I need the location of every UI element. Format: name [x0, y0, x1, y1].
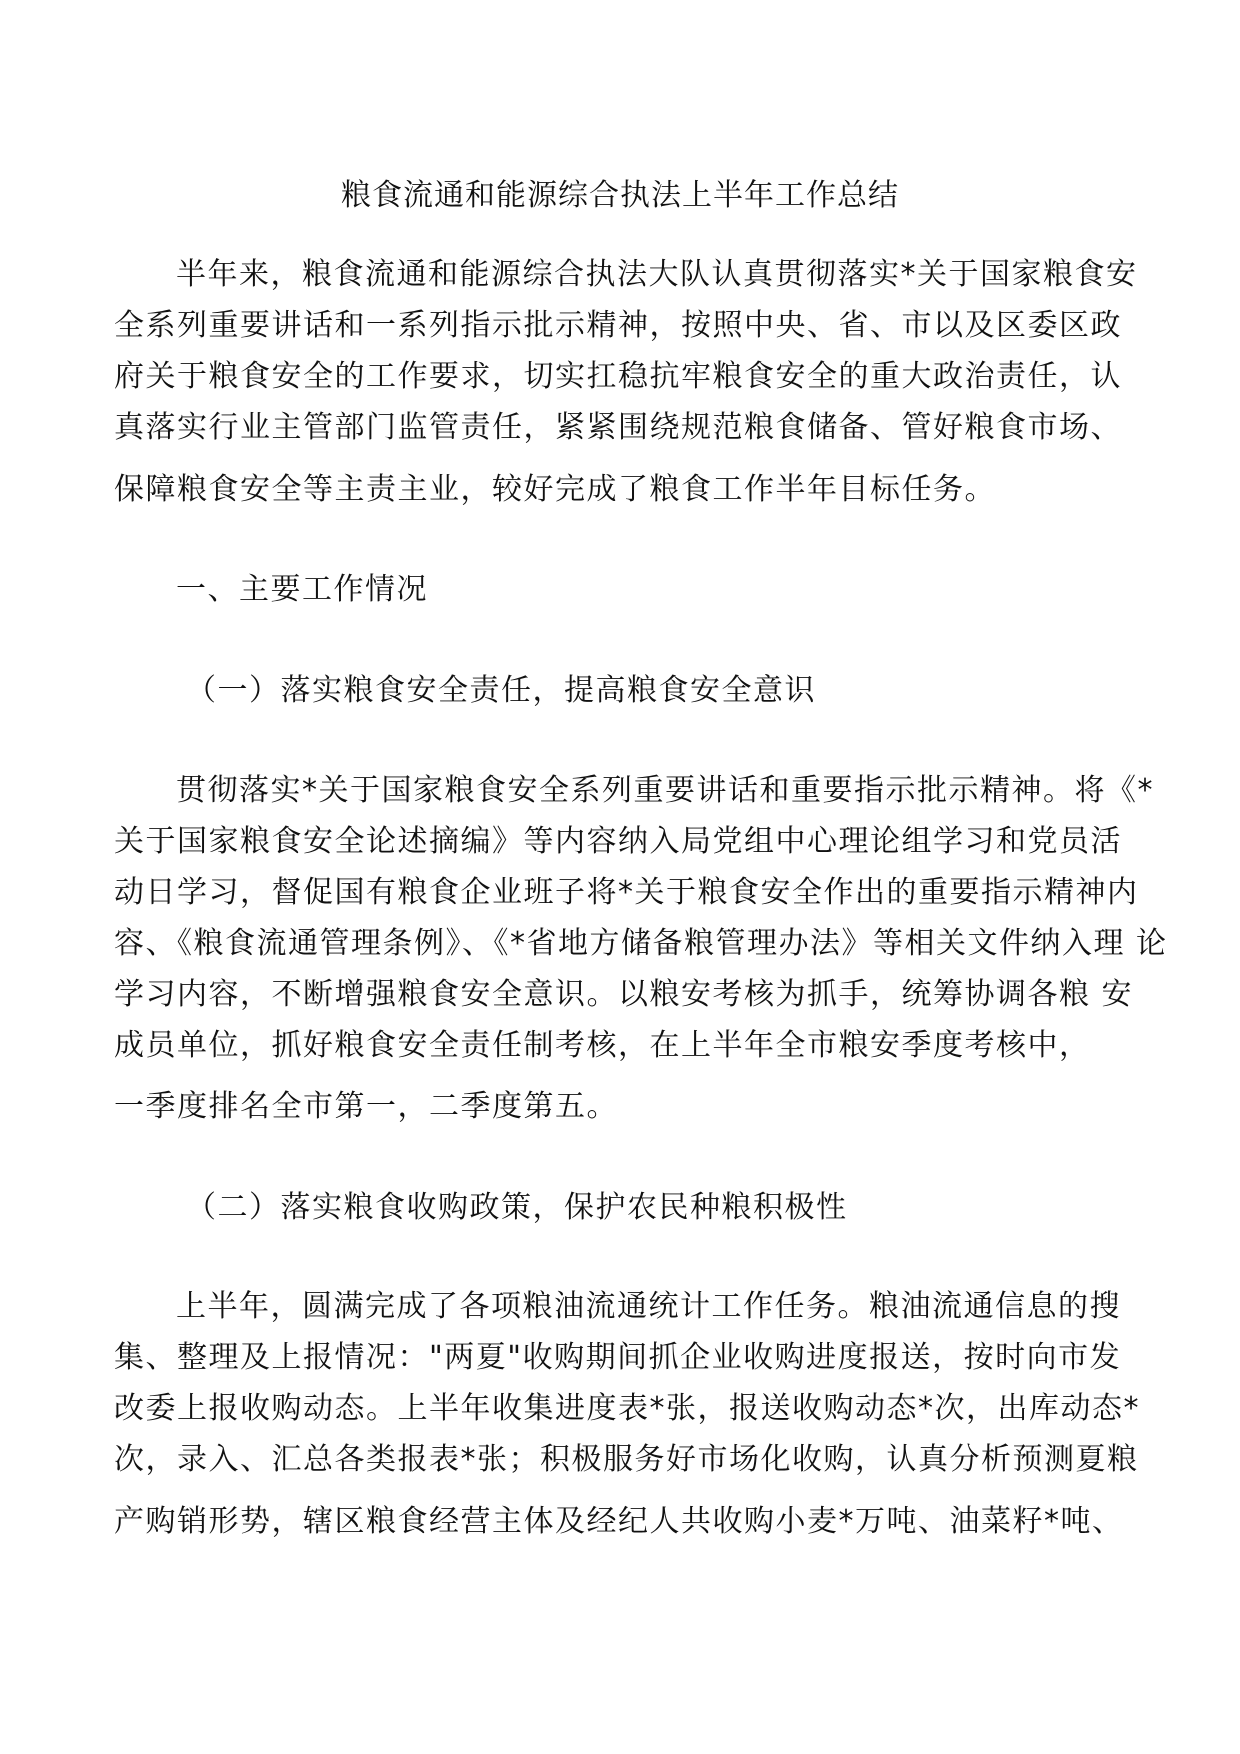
subsection1-line-4: 容、《粮食流通管理条例》、《*省地方储备粮管理办法》等相关文件纳入理 论 [114, 926, 1168, 961]
subsection1-line-3: 动日学习，督促国有粮食企业班子将*关于粮食安全作出的重要指示精神内 [114, 875, 1139, 910]
subsection1-line-1: 贯彻落实*关于国家粮食安全系列重要讲话和重要指示批示精神。将《* [176, 773, 1154, 808]
subsection-heading-2: （二）落实粮食收购政策，保护农民种粮积极性 [186, 1190, 848, 1225]
subsection1-line-6: 成员单位，抓好粮食安全责任制考核，在上半年全市粮安季度考核中， [114, 1028, 1091, 1063]
intro-line-3: 府关于粮食安全的工作要求，切实扛稳抗牢粮食安全的重大政治责任，认 [114, 359, 1122, 394]
section-heading-main-work: 一、主要工作情况 [176, 572, 428, 607]
subsection2-line-1: 上半年，圆满完成了各项粮油流通统计工作任务。粮油流通信息的搜 [176, 1289, 1121, 1324]
subsection2-line-3: 改委上报收购动态。上半年收集进度表*张，报送收购动态*次，出库动态* [114, 1391, 1140, 1426]
intro-line-1: 半年来，粮食流通和能源综合执法大队认真贯彻落实*关于国家粮食安 [176, 257, 1138, 292]
document-title: 粮食流通和能源综合执法上半年工作总结 [341, 178, 899, 213]
subsection1-line-2: 关于国家粮食安全论述摘编》等内容纳入局党组中心理论组学习和党员活 [114, 824, 1122, 859]
intro-line-2: 全系列重要讲话和一系列指示批示精神，按照中央、省、市以及区委区政 [114, 308, 1122, 343]
subsection1-line-7: 一季度排名全市第一，二季度第五。 [114, 1089, 618, 1124]
intro-line-4: 真落实行业主管部门监管责任，紧紧围绕规范粮食储备、管好粮食市场、 [114, 410, 1122, 445]
subsection1-line-5: 学习内容，不断增强粮食安全意识。以粮安考核为抓手，统筹协调各粮 安 [114, 977, 1134, 1012]
subsection2-line-5: 产购销形势，辖区粮食经营主体及经纪人共收购小麦*万吨、油菜籽*吨、 [114, 1504, 1124, 1539]
subsection2-line-4: 次，录入、汇总各类报表*张；积极服务好市场化收购，认真分析预测夏粮 [114, 1442, 1139, 1477]
subsection-heading-1: （一）落实粮食安全责任，提高粮食安全意识 [186, 673, 816, 708]
subsection2-line-2: 集、整理及上报情况："两夏"收购期间抓企业收购进度报送，按时向市发 [114, 1340, 1122, 1375]
intro-line-5: 保障粮食安全等主责主业，较好完成了粮食工作半年目标任务。 [114, 472, 996, 507]
